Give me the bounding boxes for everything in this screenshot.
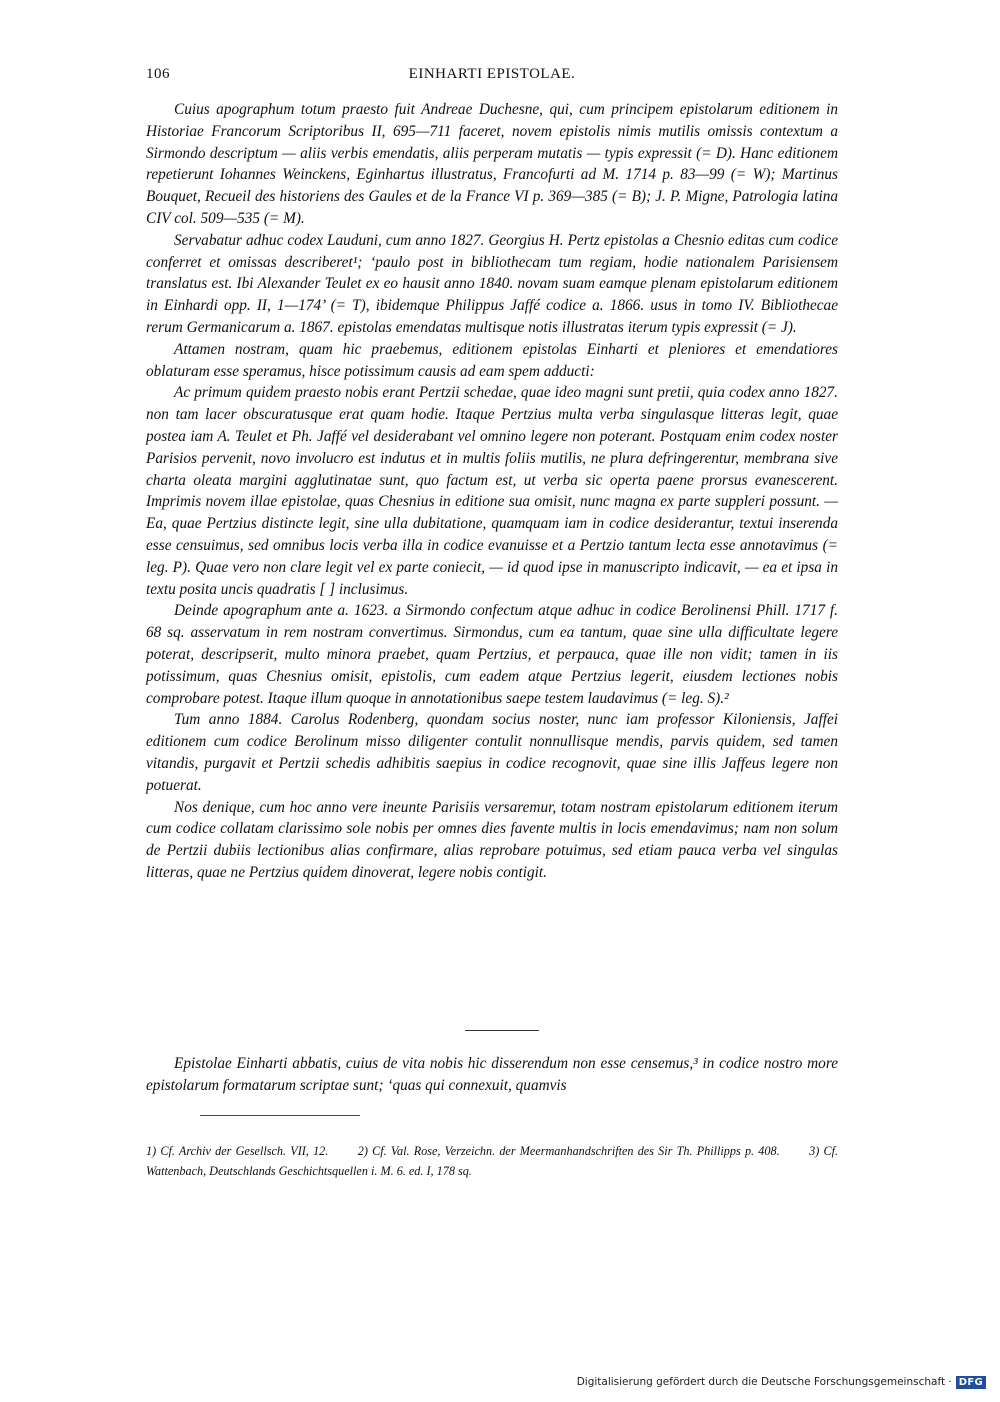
paragraph-3: Attamen nostram, quam hic praebemus, editionem epistolas Einharti et pleniores et emendatiores oblaturam esse speramus, hisce potissimum causis ad eam spem adducti: — [146, 340, 838, 380]
footnote-3: 3) Cf. Wattenbach, Deutschlands Geschichtsquellen i. M. 6. ed. I, 178 sq. — [146, 1144, 839, 1178]
page-number: 106 — [146, 66, 170, 82]
main-text — [146, 99, 838, 884]
paragraph-6: Tum anno 1884. Carolus Rodenberg, quondam socius noster, nunc iam professor Kiloniensis, Jaffei editionem cum codice Berolinum misso diligenter contulit nonnullisque mendis, parvis quidem, sed tamen vitandis, purgavit et Pertzii schedis adhibitis saepius in codice recognovit, quae sine illis Jaffeus legere non potuerat. — [146, 711, 838, 794]
paragraph-4: Ac primum quidem praesto nobis erant Pertzii schedae, quae ideo magni sunt pretii, quia codex anno 1827. non tam lacer obscuratusque erat quam hodie. Itaque Pertzius multa verba singulasque litteras legit, quae postea iam A. Teulet et Ph. Jaffé vel desiderabant vel omnino legere non poterant. Postquam enim codex noster Parisios pervenit, novo involucro est indutus et in multis foliis mutilis, ne plura defringerentur, membrana sive charta oleata margini agglutinatae sunt, quo factum est, ut verba sic operta paene prorsus evanescerent. Imprimis novem illae epistolae, quas Chesnius in editione sua omisit, nunc magna ex parte suppleri possunt. — Ea, quae Pertzius distincte legit, sine ulla dubitatione, quamquam iam in codice desiderantur, textui inserenda esse censuimus, sed omnibus locis verba illa in codice evanuisse et a Pertzio tantum lecta esse annotavimus (= leg. P). Quae vero non clare legit vel ex parte coniecit, — id quod ipse in manuscripto indicavit, — ea et ipsa in textu posita uncis quadratis [ ] inclusimus. — [146, 384, 838, 598]
dfg-logo-icon: DFG — [956, 1376, 986, 1389]
main-text-continued — [146, 1053, 838, 1097]
footnote-2: 2) Cf. Val. Rose, Verzeichn. der Meermanhandschriften des Sir Th. Phillipps p. 408. — [357, 1144, 780, 1158]
paragraph-1: Cuius apographum totum praesto fuit Andreae Duchesne, qui, cum principem epistolarum editionem in Historiae Francorum Scriptoribus II, 695—711 faceret, novem epistolis nimis mutilis omissis contextum a Sirmondo descriptum — aliis verbis emendatis, aliis perperam mutatis — typis expressit (= D). Hanc editionem repetierunt Iohannes Weinckens, Eginhartus illustratus, Francofurti ad M. 1714 p. 83—99 (= W); Martinus Bouquet, Recueil des historiens des Gaules et de la France VI p. 369—385 (= B); J. P. Migne, Patrologia latina CIV col. 509—535 (= M). — [146, 101, 838, 227]
paragraph-8: Epistolae Einharti abbatis, cuius de vita nobis hic disserendum non esse censemus,³ in codice nostro more epistolarum formatarum scriptae sunt; ‘quas qui connexuit, quamvis — [146, 1055, 838, 1094]
paragraph-7: Nos denique, cum hoc anno vere ineunte Parisiis versaremur, totam nostram epistolarum editionem iterum cum codice collatam clarissimo sole nobis per omnes dies favente multis in locis emendavimus; nam non solum de Pertzii dubiis lectionibus alias confirmare, alias reprobare potuimus, sed etiam pauca verba vel singulas litteras, quae ne Pertzius quidem dinoverat, legere nobis contigit. — [146, 798, 838, 881]
paragraph-5: Deinde apographum ante a. 1623. a Sirmondo confectum atque adhuc in codice Berolinensi Phill. 1717 f. 68 sq. asservatum in rem nostram convertimus. Sirmondus, cum ea tantum, quae sine ulla difficultate legere poterat, descripserit, multo minora praebet, quam Pertzius, et perpauca, quae ille non vidit; tamen in iis potissimum, quas Chesnius omisit, epistolis, cum eadem atque Pertzius legerit, eiusdem lectiones nobis comprobare potest. Itaque illum quoque in annotationibus saepe testem laudavimus (= leg. S).² — [146, 602, 838, 707]
funding-text: Digitalisierung gefördert durch die Deutsche Forschungsgemeinschaft · — [576, 1376, 952, 1388]
footnote-1: 1) Cf. Archiv der Gesellsch. VII, 12. — [146, 1144, 329, 1158]
paragraph-2: Servabatur adhuc codex Lauduni, cum anno 1827. Georgius H. Pertz epistolas a Chesnio editas cum codice conferret et omissas describeret¹; ‘paulo post in bibliothecam tum regiam, hodie nationalem Parisiensem translatus est. Ibi Alexander Teulet ex eo hausit anno 1840. novam suam eamque plenam epistolarum editionem in Einhardi opp. II, 1—174’ (= T), ibidemque Philippus Jaffé codice a. 1866. usus in tomo IV. Bibliothecae rerum Germanicarum a. 1867. epistolas emendatas multisque notis illustratas iterum typis expressit (= J). — [146, 231, 838, 336]
running-title: EINHARTI EPISTOLAE. — [408, 66, 576, 82]
footnote-rule — [200, 1115, 360, 1116]
footnotes — [146, 1141, 838, 1181]
funding-notice — [577, 1372, 986, 1392]
page-header — [146, 66, 838, 86]
section-separator — [465, 1030, 539, 1031]
